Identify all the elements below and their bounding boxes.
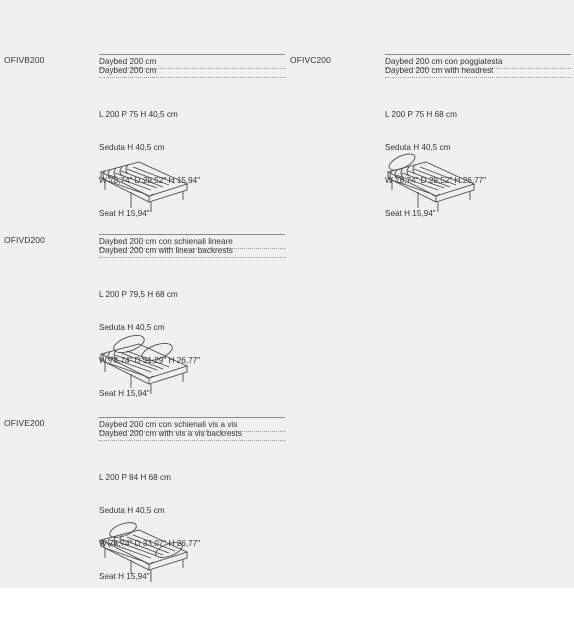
product-code: OFIVD200 bbox=[4, 235, 45, 245]
product-code: OFIVB200 bbox=[4, 55, 45, 65]
product-name-en: Daybed 200 cm with headrest bbox=[385, 66, 571, 78]
product-name-en: Daybed 200 cm with linear backrests bbox=[99, 246, 285, 258]
spec-dimensions-cm: L 200 P 79,5 H 68 cm bbox=[99, 290, 178, 299]
spec-seat-cm: Seduta H 40,5 cm bbox=[99, 143, 165, 152]
daybed-plain-icon bbox=[95, 158, 195, 220]
spec-seat-cm: Seduta H 40,5 cm bbox=[385, 143, 451, 152]
spec-seat-cm: Seduta H 40,5 cm bbox=[99, 323, 165, 332]
product-code: OFIVE200 bbox=[4, 418, 45, 428]
spec-dimensions-cm: L 200 P 75 H 68 cm bbox=[385, 110, 457, 119]
daybed-headrest-icon bbox=[380, 150, 480, 222]
spec-dimensions-cm: L 200 P 84 H 68 cm bbox=[99, 473, 171, 482]
spec-seat-cm: Seduta H 40,5 cm bbox=[99, 506, 165, 515]
spec-dimensions-in: W 78,74" D 29,52" H 26,77" bbox=[385, 176, 487, 185]
spec-seat-in: Seat H 15,94" bbox=[99, 209, 150, 218]
spec-dimensions-in: W 78,74" D 29,52" H 15,94" bbox=[99, 176, 201, 185]
spec-seat-in: Seat H 15,94" bbox=[99, 572, 150, 581]
spec-seat-in: Seat H 15,94" bbox=[99, 389, 150, 398]
product-name-en: Daybed 200 cm bbox=[99, 66, 285, 78]
product-name-it: Daybed 200 cm bbox=[99, 54, 285, 69]
spec-seat-in: Seat H 15,94" bbox=[385, 209, 436, 218]
product-code: OFIVC200 bbox=[290, 55, 331, 65]
product-name-it: Daybed 200 cm con poggiatesta bbox=[385, 54, 571, 69]
spec-dimensions-in: W 78,74" D 33,07" H 26,77" bbox=[99, 539, 201, 548]
spec-dimensions-in: W 78,74" D 31,29" H 26,77" bbox=[99, 356, 201, 365]
product-name-it: Daybed 200 cm con schienali vis a vis bbox=[99, 417, 285, 432]
daybed-vis-a-vis-icon bbox=[95, 518, 195, 586]
product-name-en: Daybed 200 cm with vis a vis backrests bbox=[99, 429, 285, 441]
product-name-it: Daybed 200 cm con schienali lineare bbox=[99, 234, 285, 249]
daybed-linear-backrests-icon bbox=[95, 332, 195, 398]
spec-dimensions-cm: L 200 P 75 H 40,5 cm bbox=[99, 110, 178, 119]
